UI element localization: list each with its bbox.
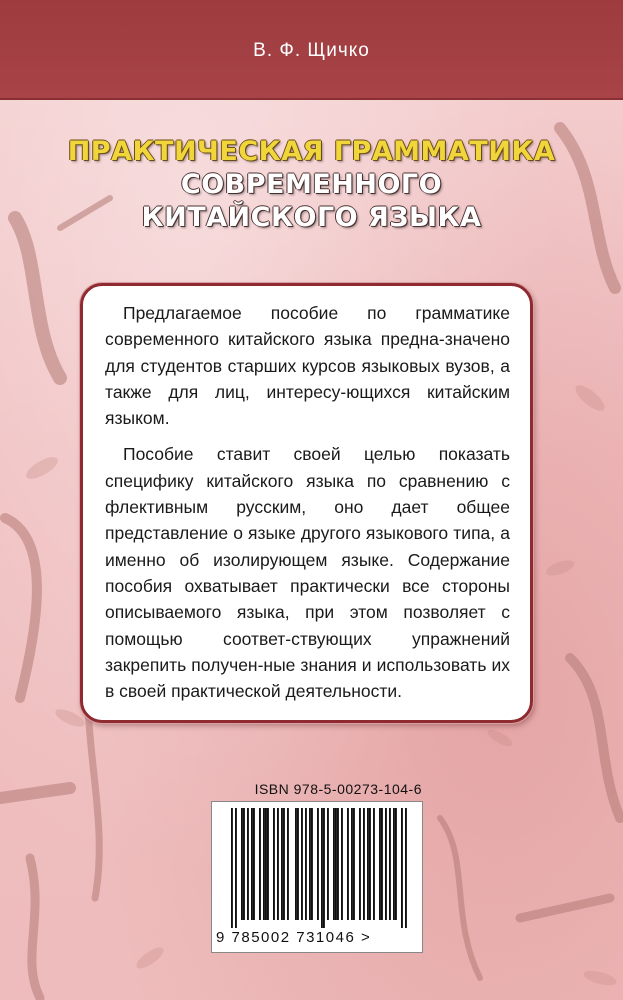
barcode-bar	[309, 808, 311, 920]
description-paragraph-2: Пособие ставит своей целью показать специфику китайского языка по сравнению с флективным русским, оно дает общее представление о языке другого языкового типа, а именно об изолирующем языке. Содержание пособия охватывает практически все стороны описываемого языка, при этом позволяет с помощью соответ-ствующих упражнений закрепить получен-ные знания и использовать их в своей практической деятельности.	[105, 444, 510, 702]
barcode-bar	[351, 808, 353, 920]
barcode-graphic	[231, 808, 407, 928]
author-name: В. Ф. Щичко	[253, 40, 370, 61]
barcode-bar	[277, 808, 279, 920]
barcode-bar	[333, 808, 335, 920]
barcode-bar	[283, 808, 285, 920]
barcode-bar	[287, 808, 289, 920]
barcode-bar	[301, 808, 303, 920]
barcode-bar	[241, 808, 243, 920]
barcode-bar	[317, 808, 319, 920]
barcode-bar	[281, 808, 283, 920]
barcode-bar	[253, 808, 255, 920]
barcode-bar	[297, 808, 299, 920]
barcode-bar	[311, 808, 313, 920]
book-title-line-2: СОВРЕМЕННОГО	[180, 169, 443, 200]
barcode-bar	[327, 808, 329, 920]
barcode-bar	[381, 808, 383, 920]
barcode-bar	[369, 808, 371, 920]
barcode-bar	[265, 808, 267, 920]
barcode-bar	[323, 808, 325, 928]
barcode-bar	[263, 808, 265, 920]
barcode-bar	[247, 808, 249, 920]
barcode-bar	[259, 808, 261, 920]
barcode-bar	[231, 808, 233, 928]
barcode-bar	[335, 808, 337, 920]
barcode-bar	[359, 808, 361, 920]
barcode-bar	[405, 808, 407, 928]
barcode-bar	[341, 808, 343, 920]
barcode-bar	[373, 808, 375, 920]
barcode-bar	[393, 808, 395, 920]
barcode-bar	[243, 808, 245, 920]
barcode-bar	[395, 808, 397, 920]
barcode-bar	[321, 808, 323, 928]
barcode-bar	[389, 808, 391, 920]
barcode-bar	[367, 808, 369, 920]
barcode-bar	[267, 808, 269, 920]
barcode-bar	[235, 808, 237, 928]
barcode-digits: 9 785002 731046 >	[216, 929, 372, 946]
barcode-bar	[363, 808, 365, 920]
book-title-line-3: КИТАЙСКОГО ЯЗЫКА	[141, 202, 482, 233]
barcode-bar	[401, 808, 403, 928]
barcode-bar	[337, 808, 339, 920]
barcode-bar	[379, 808, 381, 920]
barcode-bar	[353, 808, 355, 920]
barcode-bar	[305, 808, 307, 920]
description-paragraph-1: Предлагаемое пособие по грамматике современного китайского языка предна-значено для студентов старших курсов языковых вузов, а также для лиц, интересу-ющихся китайским языком.	[105, 303, 510, 429]
barcode-bar	[385, 808, 387, 920]
book-title-line-1: ПРАКТИЧЕСКАЯ ГРАММАТИКА	[67, 136, 556, 167]
barcode-bar	[273, 808, 275, 920]
description-box	[80, 283, 533, 723]
barcode-bar	[251, 808, 253, 920]
isbn-label: ISBN 978-5-00273-104-6	[254, 781, 422, 797]
barcode-bar	[347, 808, 349, 920]
barcode-bar	[295, 808, 297, 920]
barcode-box	[211, 801, 423, 953]
